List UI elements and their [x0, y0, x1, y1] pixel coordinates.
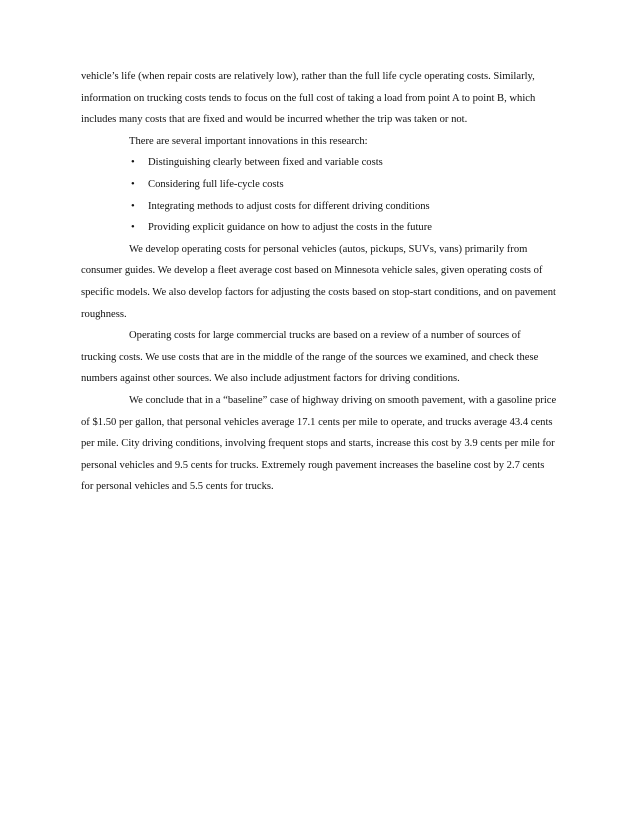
paragraph-commercial-trucks: Operating costs for large commercial trucks are based on a review of a number of sources of trucking costs. We use costs that are in the middle of the range of the sources we examined, and check these numbers against other sources. We also include adjustment factors for driving conditions. — [81, 330, 539, 385]
list-item-text: Providing explicit guidance on how to adjust the costs in the future — [148, 222, 432, 234]
bullet-icon: • — [131, 222, 135, 234]
innovations-list — [81, 152, 557, 238]
paragraph-continuation: vehicle’s life (when repair costs are relatively low), rather than the full life cycle operating costs. Similarly, information on trucking costs tends to focus on the full cost of taking a load from point A to point B, which includes many costs that are fixed and would be incurred whether the trip was taken or not. — [81, 71, 536, 126]
list-item-text: Considering full life-cycle costs — [148, 178, 284, 190]
list-item — [81, 152, 557, 174]
list-item — [81, 196, 557, 218]
paragraph-innovations-intro: There are several important innovations in this research: — [129, 135, 368, 147]
list-item — [81, 174, 557, 196]
list-item-text: Integrating methods to adjust costs for different driving conditions — [148, 200, 430, 212]
bullet-icon: • — [131, 178, 135, 190]
bullet-icon: • — [131, 200, 135, 212]
list-item — [81, 217, 557, 239]
paragraph-conclusion: We conclude that in a “baseline” case of highway driving on smooth pavement, with a gasoline price of $1.50 per gallon, that personal vehicles average 17.1 cents per mile to operate, and trucks average 43.4 cents per mile. City driving conditions, involving frequent stops and starts, increase this cost by 3.9 cents per mile for personal vehicles and 9.5 cents for trucks. Extremely rough pavement increases the baseline cost by 2.7 cents for personal vehicles and 5.5 cents for trucks. — [81, 394, 557, 493]
bullet-icon: • — [131, 157, 135, 169]
list-item-text: Distinguishing clearly between fixed and variable costs — [148, 157, 383, 169]
document-body — [81, 66, 557, 498]
paragraph-personal-vehicles: We develop operating costs for personal vehicles (autos, pickups, SUVs, vans) primarily from consumer guides. We develop a fleet average cost based on Minnesota vehicle sales, given operating costs of specific models. We also develop factors for adjusting the costs based on stop-start conditions, and on pavement roughness. — [81, 243, 556, 320]
